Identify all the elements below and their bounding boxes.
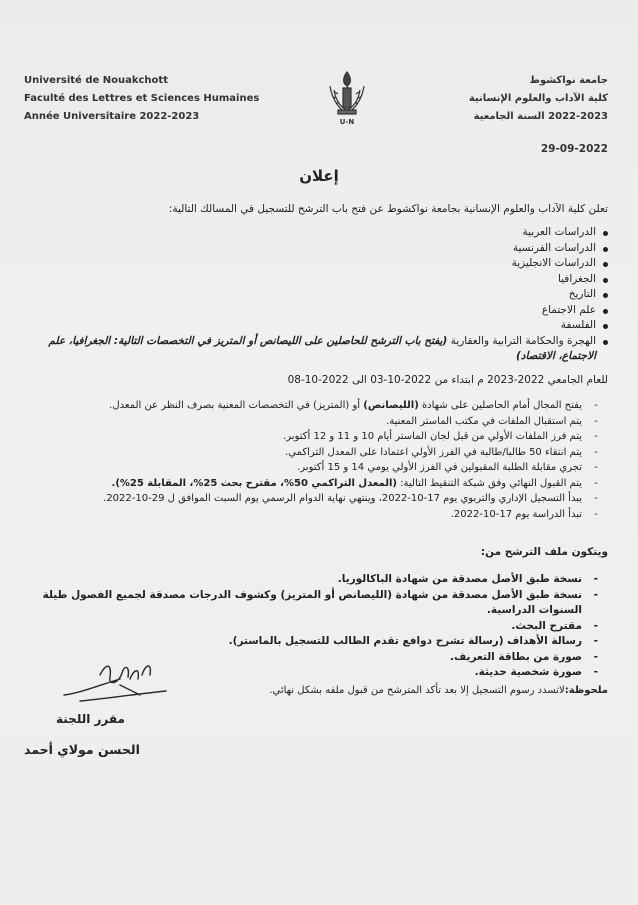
academic-year-ar-label: السنة الجامعية: [473, 111, 545, 122]
rule-item: [8, 429, 608, 445]
note-label: ملحوظة:: [564, 685, 608, 696]
end-date: 08-10-2022: [287, 374, 349, 386]
start-date: 03-10-2022: [370, 374, 432, 386]
academic-year-line: [18, 374, 608, 386]
rule-text: يفتح المجال أمام الحاصلين على شهادة: [418, 400, 582, 411]
rule-text: يبدأ التسجيل الإداري والتربوي يوم 17-10-2022، وينتهي نهاية الدوام الرسمي يوم السبت الموافق ل 29-10-2022.: [103, 493, 582, 504]
university-name-ar: جامعة نواكشوط: [529, 75, 608, 86]
rule-item: [8, 445, 608, 461]
track-item-note: (يفتح باب الترشح للحاصلين على الليصانص أو المتريز في التخصصات التالية: الجغرافيا، علم الاجتماع، الاقتصاد): [48, 334, 596, 362]
rule-text: تجري مقابلة الطلبة المقبولين في الفرز الأولي يومي 14 و 15 أكتوبر.: [297, 462, 582, 473]
document-item: - نسخة طبق الأصل مصدقة من شهادة (الليصانص أو المتريز) وكشوف الدرجات مصدقة لجميع الفصول طيلة السنوات الدراسية.: [8, 588, 608, 619]
committee-label: مقرر اللجنة: [56, 712, 125, 726]
track-item: التاريخ: [8, 287, 608, 303]
page-title: إعلان: [299, 167, 339, 185]
signer-name: الحسن مولاي أحمد: [24, 742, 140, 757]
rule-item: [8, 491, 608, 507]
document-item: - رسالة الأهداف (رسالة تشرح دوافع تقدم الطالب للتسجيل بالماستر).: [8, 634, 608, 650]
academic-year-fr: Année Universitaire 2022-2023: [24, 111, 200, 122]
document-item: - مقترح البحث.: [8, 619, 608, 635]
university-logo: [324, 68, 370, 132]
track-item-text: الهجرة والحكامة الترابية والعقارية: [450, 334, 596, 347]
track-item: الدراسات الفرنسية: [8, 241, 608, 257]
logo-text: U-N: [339, 118, 355, 126]
rule-item: [8, 398, 608, 414]
rules-list: [8, 398, 608, 522]
rule-text: يتم انتقاء 50 طالبا/طالبة في الفرز الأولي اعتمادا على المعدل التراكمي.: [285, 446, 582, 458]
note-text: لاتسدد رسوم التسجيل إلا بعد تأكد المترشح من قبول ملفه بشكل نهائي.: [269, 685, 565, 696]
files-title: ويتكون ملف الترشح من:: [480, 546, 608, 558]
rule-text: يتم القبول النهائي وفق شبكة التنقيط التالية:: [397, 477, 582, 489]
document-item: - صورة من بطاقة التعريف.: [8, 650, 608, 666]
header-arabic: [469, 72, 608, 126]
rule-bold: (المعدل التراكمي 50%، مقترح بحث 25%، المقابلة 25%).: [111, 477, 397, 489]
handwritten-signature: [60, 655, 170, 707]
to-label: الى: [351, 374, 367, 386]
academic-year-ar-value: 2022-2023: [548, 111, 608, 122]
document-item: - نسخة طبق الأصل مصدقة من شهادة الباكالوريا.: [8, 572, 608, 588]
track-item: الجغرافيا: [8, 272, 608, 288]
intro-paragraph: تعلن كلية الآداب والعلوم الإنسانية بجامعة نواكشوط عن فتح باب الترشح للتسجيل في المسالك التالية:: [168, 203, 608, 215]
track-item: الفلسفة: [8, 318, 608, 334]
faculty-name-fr: Faculté des Lettres et Sciences Humaines: [24, 93, 260, 104]
academic-year-label: للعام الجامعي 2022-2023 م ابتداء من: [434, 374, 608, 386]
announcement-date: 29-09-2022: [540, 143, 608, 155]
faculty-name-ar: كلية الآداب والعلوم الإنسانية: [468, 93, 608, 104]
rule-item: [8, 507, 608, 523]
tracks-list: [8, 225, 608, 365]
rule-item: [8, 460, 608, 476]
rule-item: [8, 476, 608, 492]
track-item: [8, 334, 608, 365]
rule-item: [8, 414, 608, 430]
rule-bold: (الليصانص): [363, 400, 419, 411]
rule-text: يتم استقبال الملفات في مكتب الماستر المعنية.: [386, 415, 582, 427]
track-item: علم الاجتماع: [8, 303, 608, 319]
header-french: [24, 72, 259, 126]
academic-year-ar: [469, 108, 608, 126]
university-name-fr: Université de Nouakchott: [24, 75, 168, 86]
track-item: الدراسات العربية: [8, 225, 608, 241]
track-item: الدراسات الانجليزية: [8, 256, 608, 272]
rule-text: يتم فرز الملفات الأولي من قبل لجان الماستر أيام 10 و 11 و 12 أكتوبر.: [283, 431, 582, 442]
document-item: - صورة شخصية حديثة.: [8, 665, 608, 681]
rule-text-end: أو (المتريز) في التخصصات المعنية بصرف النظر عن المعدل.: [109, 400, 364, 411]
rule-text: تبدأ الدراسة يوم 17-10-2022.: [450, 508, 582, 520]
